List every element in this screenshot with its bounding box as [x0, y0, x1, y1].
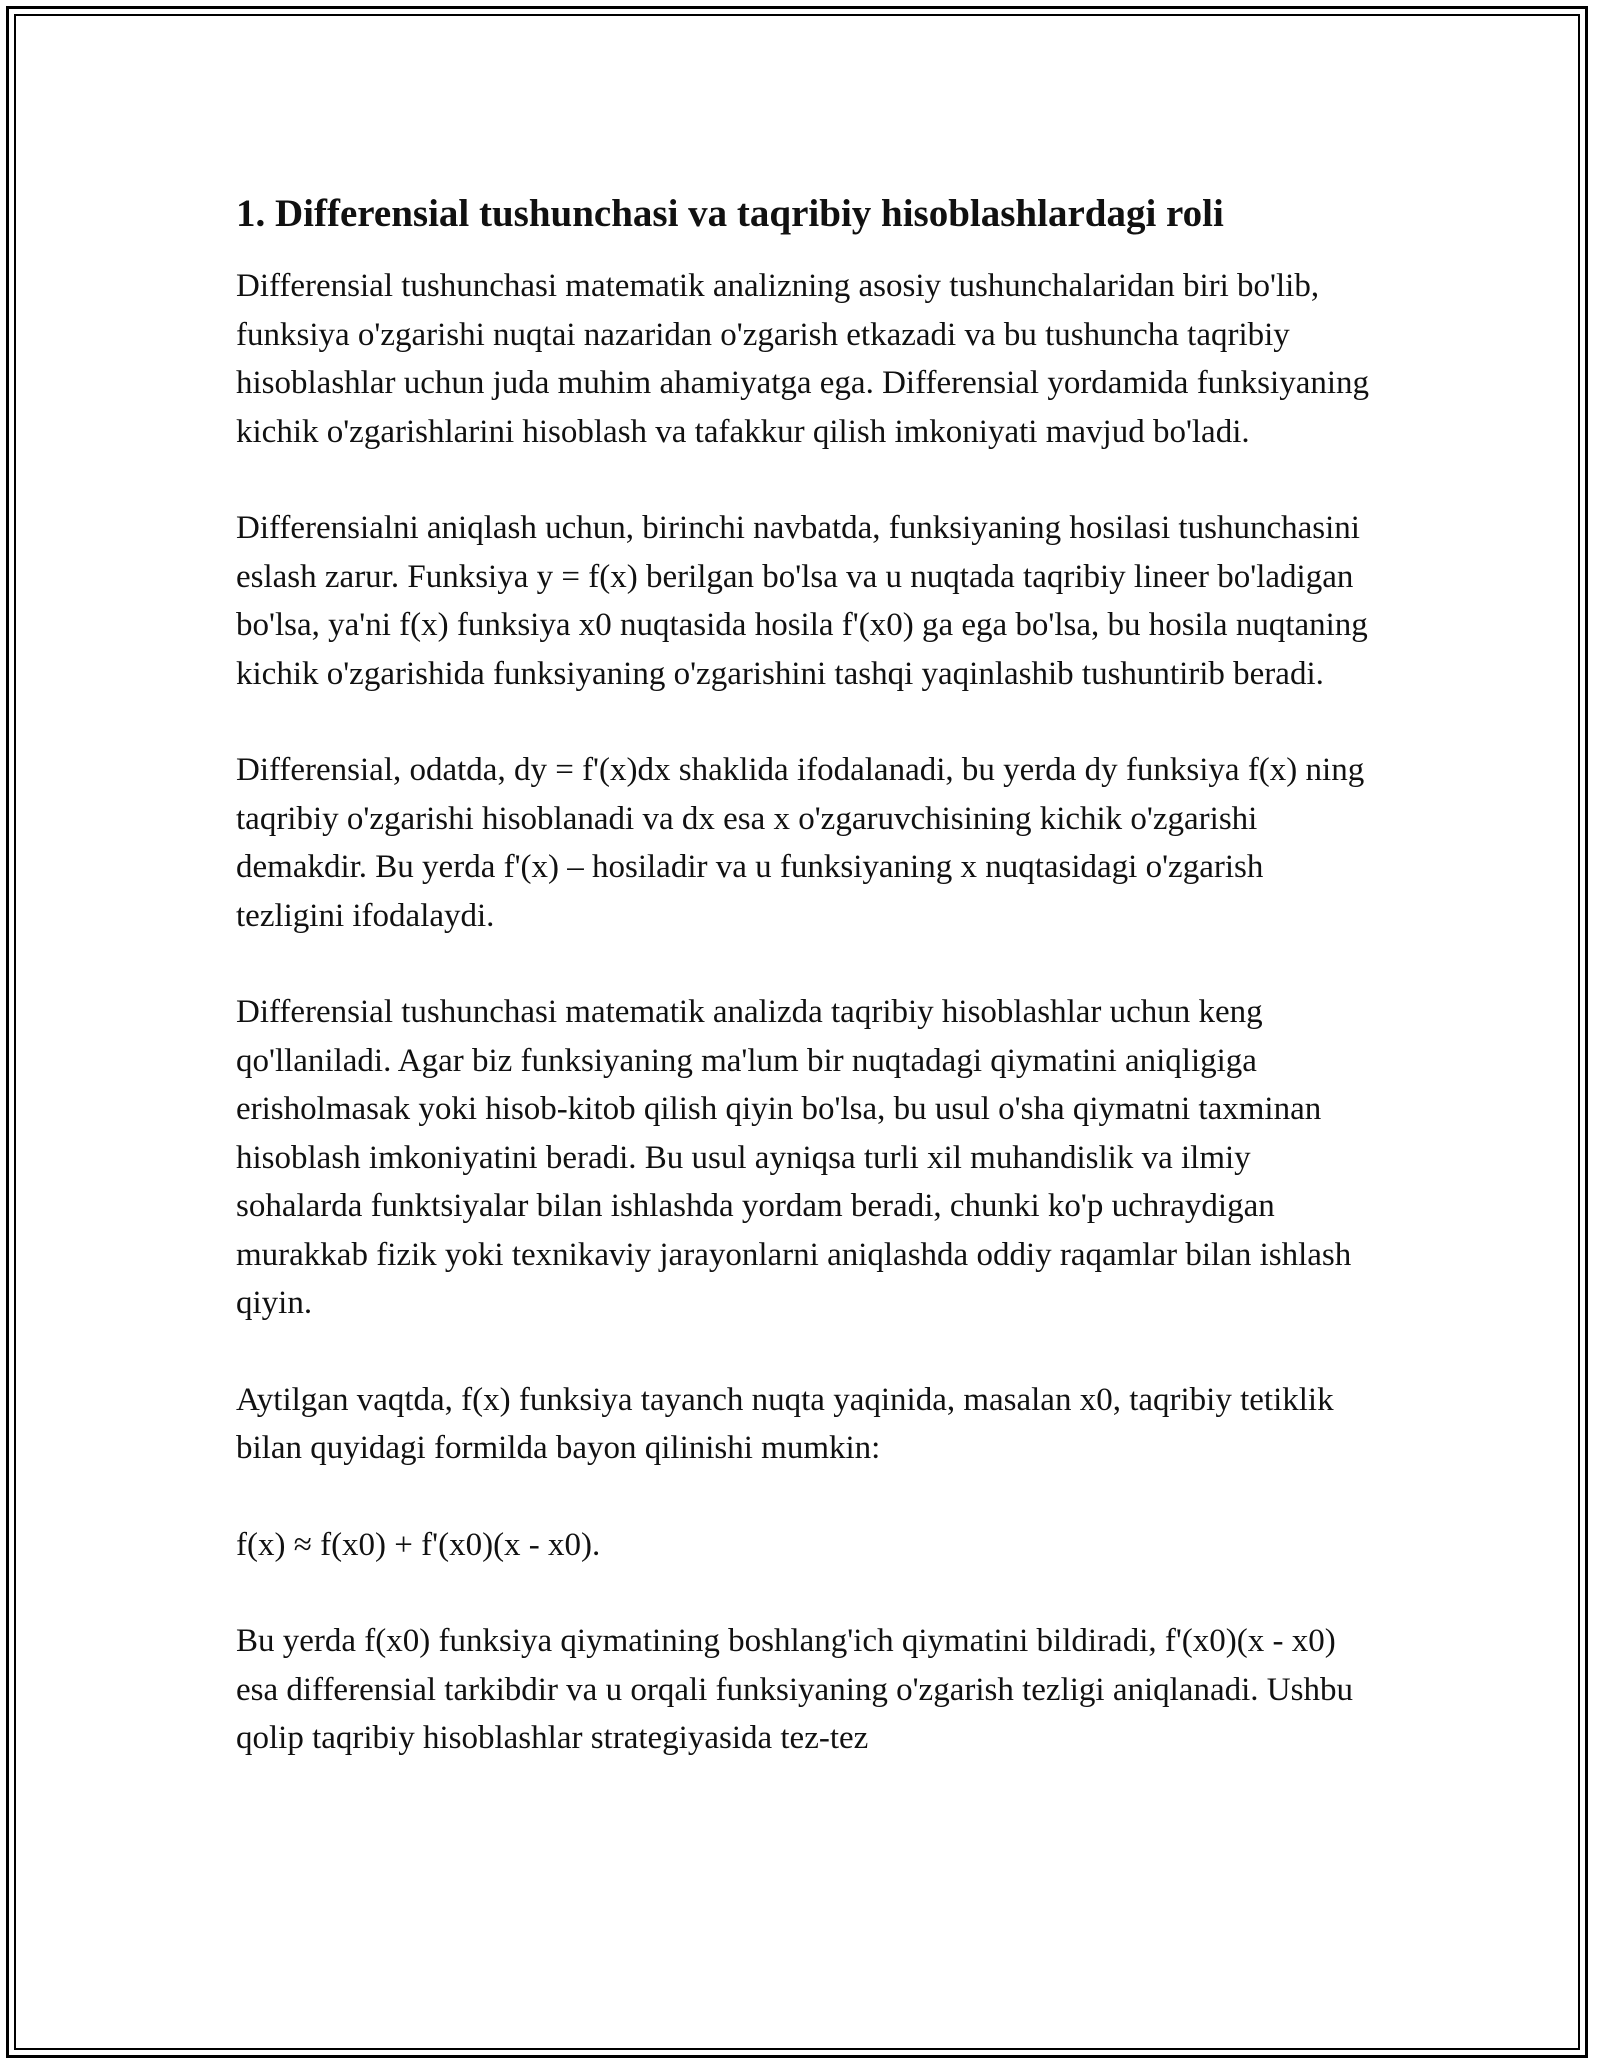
paragraph-definition: Differensial tushunchasi matematik analizning asosiy tushunchalaridan biri bo'lib, funksiya o'zgarishi nuqtai nazaridan o'zgarish etkazadi va bu tushuncha taqribiy hisoblashlar uchun juda muhim ahamiyatga ega. Differensial yordamida funksiyaning kichik o'zgarishlarini hisoblash va tafakkur qilish imkoniyati mavjud bo'ladi. — [236, 268, 1370, 450]
paragraph-derivative: Differensialni aniqlash uchun, birinchi navbatda, funksiyaning hosilasi tushunchasini eslash zarur. Funksiya y = f(x) berilgan bo'lsa va u nuqtada taqribiy lineer bo'ladigan bo'lsa, ya'ni f(x) funksiya x0 nuqtasida hosila f'(x0) ga ega bo'lsa, bu hosila nuqtaning kichik o'zgarishida funksiyaning o'zgarishini tashqi yaqinlashib tushuntirib beradi. — [236, 510, 1368, 692]
paragraph-applications: Differensial tushunchasi matematik analizda taqribiy hisoblashlar uchun keng qo'llaniladi. Agar biz funksiyaning ma'lum bir nuqtadagi qiymatini aniqligiga erisholmasak yoki hisob-kitob qilish qiyin bo'lsa, bu usul o'sha qiymatni taxminan hisoblash imkoniyatini beradi. Bu usul ayniqsa turli xil muhandislik va ilmiy sohalarda funktsiyalar bilan ishlashda yordam beradi, chunki ko'p uchraydigan murakkab fizik yoki texnikaviy jarayonlarni aniqlashda oddiy raqamlar bilan ishlash qiyin. — [236, 994, 1352, 1321]
paragraph-explanation: Bu yerda f(x0) funksiya qiymatining boshlang'ich qiymatini bildiradi, f'(x0)(x - x0) esa differensial tarkibdir va u orqali funksiyaning o'zgarish tezligi aniqlanadi. Ushbu qolip taqribiy hisoblashlar strategiyasida tez-tez — [236, 1623, 1353, 1756]
approximation-formula: f(x) ≈ f(x0) + f'(x0)(x - x0). — [236, 1526, 601, 1563]
paragraph-approximation-intro: Aytilgan vaqtda, f(x) funksiya tayanch nuqta yaqinida, masalan x0, taqribiy tetiklik bilan quyidagi formilda bayon qilinishi mumkin: — [236, 1381, 1334, 1466]
paragraph-differential-formula: Differensial, odatda, dy = f'(x)dx shaklida ifodalanadi, bu yerda dy funksiya f(x) ning taqribiy o'zgarishi hisoblanadi va dx esa x o'zgaruvchisining kichik o'zgarishi demakdir. Bu yerda f'(x) – hosiladir va u funksiyaning x nuqtasidagi o'zgarish tezligini ifodalaydi. — [236, 752, 1365, 934]
document-body — [236, 186, 1376, 1811]
section-heading: 1. Differensial tushunchasi va taqribiy hisoblashlardagi roli — [236, 192, 1224, 235]
